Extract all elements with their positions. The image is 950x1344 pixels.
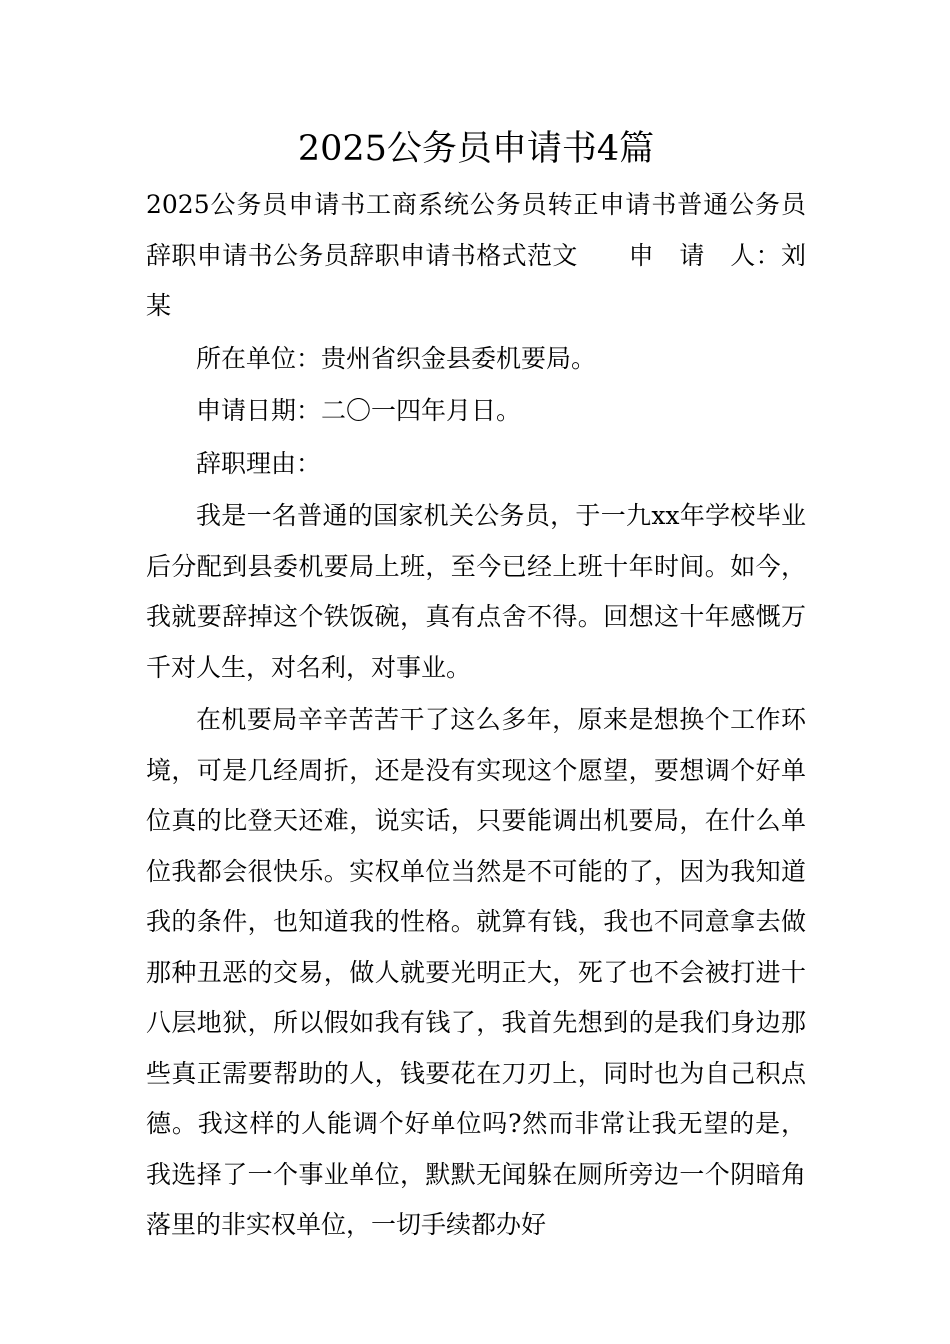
paragraph-date: 申请日期：二〇一四年月日。 <box>196 396 522 425</box>
paragraph-reason-label: 辞职理由： <box>196 448 322 478</box>
paragraph-body-2: 在机要局辛辛苦苦干了这么多年，原来是想换个工作环境，可是几经周折，还是没有实现这个愿望，要想调个好单位真的比登天还难，说实话，只要能调出机要局，在什么单位我都会很快乐。实权单位当然是不可能的了，因为我知道我的条件，也知道我的性格。就算有钱，我也不同意拿去做那种丑恶的交易，做人就要光明正大，死了也不会被打进十八层地狱，所以假如我有钱了，我首先想到的是我们身边那些真正需要帮助的人，钱要花在刀刃上，同时也为自己积点德。我这样的人能调个好单位吗?然而非常让我无望的是，我选择了一个事业单位，默默无闻躲在厕所旁边一个阴暗角落里的非实权单位，一切手续都办好 <box>146 705 806 1239</box>
paragraph-body-1: 我是一名普通的国家机关公务员，于一九xx年学校毕业后分配到县委机要局上班，至今已经上班十年时间。如今，我就要辞掉这个铁饭碗，真有点舍不得。回想这十年感慨万千对人生，对名利，对事业。 <box>146 501 806 682</box>
document-title: 2025公务员申请书4篇 <box>297 129 655 169</box>
paragraph-header: 2025公务员申请书工商系统公务员转正申请书普通公务员辞职申请书公务员辞职申请书格式范文 申 请 人：刘某 <box>146 190 806 320</box>
document-page <box>146 118 806 1251</box>
paragraph-unit: 所在单位：贵州省织金县委机要局。 <box>196 343 597 373</box>
